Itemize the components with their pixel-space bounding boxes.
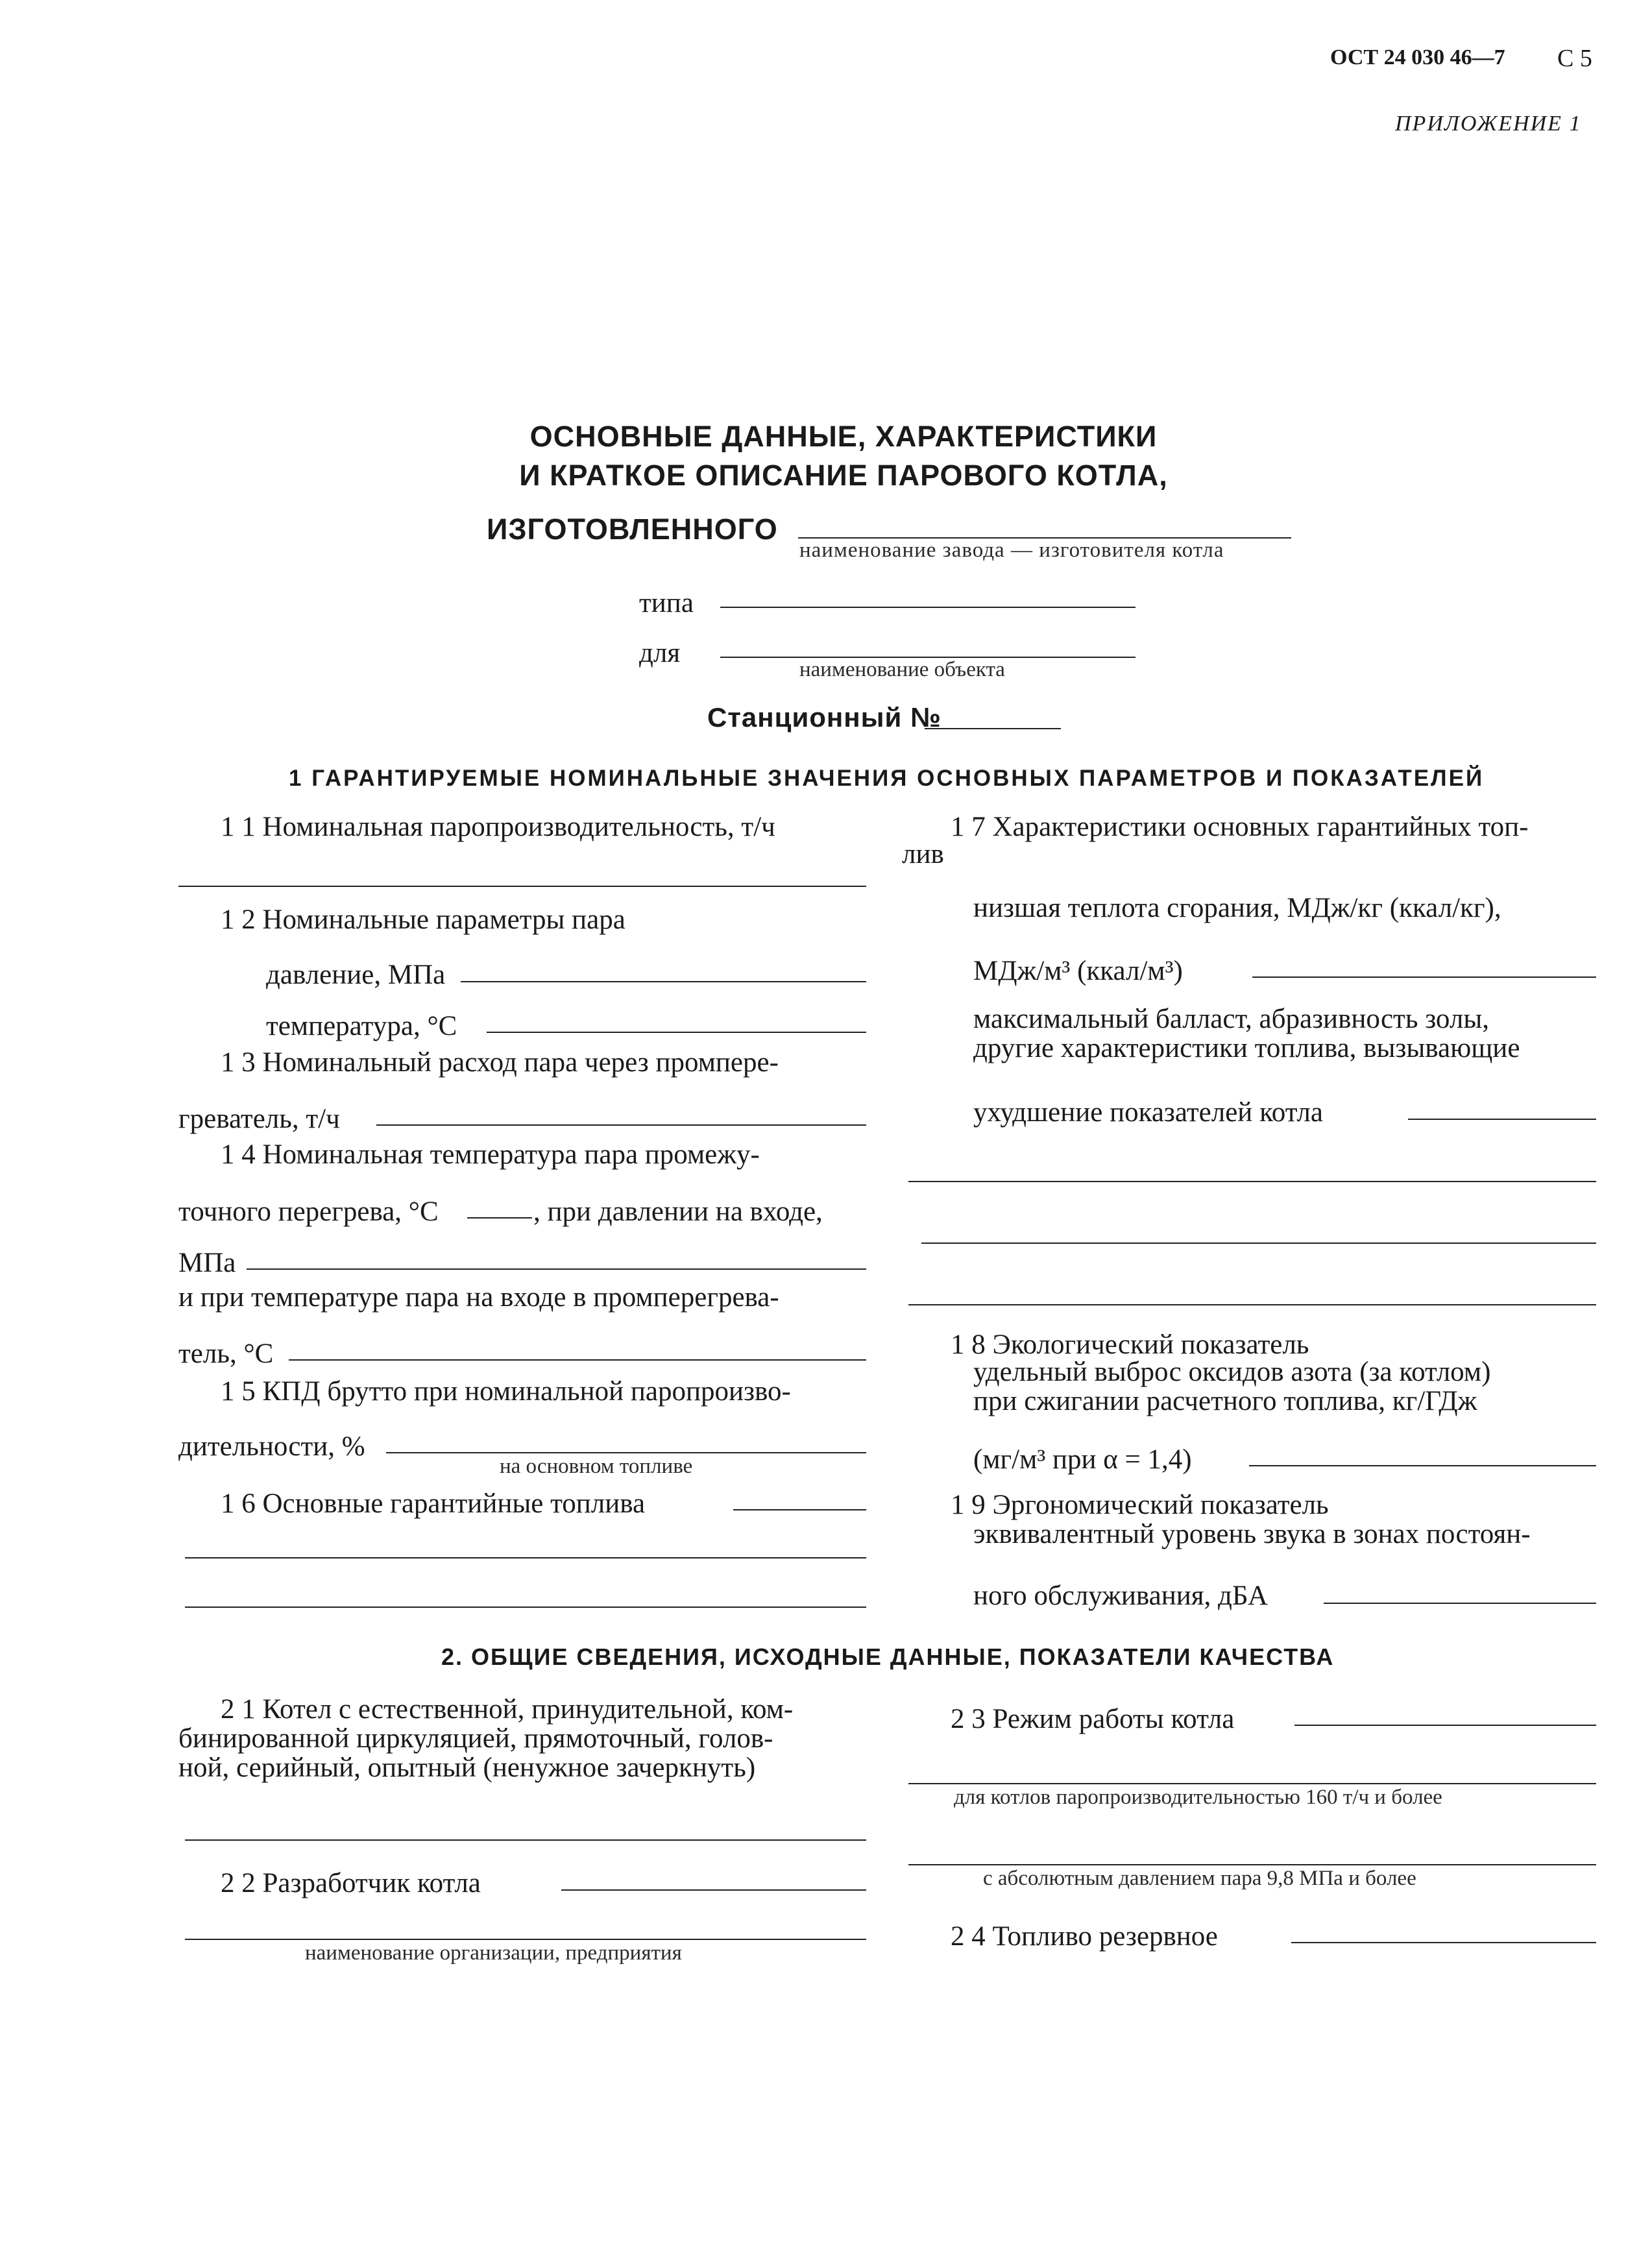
item-1-3-line2: греватель, т/ч bbox=[178, 1104, 340, 1134]
ballast-field[interactable] bbox=[1408, 1119, 1596, 1120]
item-1-6-line3[interactable] bbox=[185, 1606, 866, 1608]
item-1-1: 1 1 Номинальная паропроизводительность, т/ч bbox=[221, 812, 775, 842]
ballast-line4[interactable] bbox=[908, 1304, 1596, 1305]
item-1-4-line2b: , при давлении на входе, bbox=[533, 1196, 823, 1227]
heat-value-field[interactable] bbox=[1252, 976, 1596, 978]
item-1-8-line4: (мг/м³ при α = 1,4) bbox=[973, 1444, 1192, 1475]
item-1-7-ballast3: ухудшение показателей котла bbox=[973, 1097, 1323, 1128]
noise-level-field[interactable] bbox=[1324, 1603, 1596, 1604]
item-1-5-line2: дительности, % bbox=[178, 1431, 365, 1462]
item-1-4-line2a: точного перегрева, °С bbox=[178, 1196, 439, 1227]
item-2-1-line2: бинированной циркуляцией, прямоточный, голов- bbox=[178, 1723, 773, 1754]
item-2-1-line3: ной, серийный, опытный (ненужное зачеркнуть) bbox=[178, 1752, 756, 1783]
item-1-7-line2: лив bbox=[902, 839, 944, 869]
item-1-8-line2: удельный выброс оксидов азота (за котлом) bbox=[973, 1357, 1491, 1387]
item-2-1-line1: 2 1 Котел с естественной, принудительной, ком- bbox=[221, 1694, 794, 1725]
item-1-6: 1 6 Основные гарантийные топлива bbox=[221, 1488, 646, 1519]
developer-caption: наименование организации, предприятия bbox=[305, 1941, 682, 1965]
item-1-7-heat: низшая теплота сгорания, МДж/кг (ккал/кг), bbox=[973, 893, 1501, 923]
item-1-7-heat2: МДж/м³ (ккал/м³) bbox=[973, 956, 1183, 986]
for-label: для bbox=[639, 638, 681, 668]
item-1-9-line3: ного обслуживания, дБА bbox=[973, 1581, 1269, 1611]
item-1-6-line2[interactable] bbox=[185, 1557, 866, 1558]
station-number-label: Станционный № bbox=[707, 702, 941, 733]
item-1-4-line3: МПа bbox=[178, 1248, 236, 1278]
item-1-9-line2: эквивалентный уровень звука в зонах постоян- bbox=[973, 1519, 1531, 1549]
operating-mode-caption2: с абсолютным давлением пара 9,8 МПа и более bbox=[983, 1867, 1416, 1890]
efficiency-field[interactable] bbox=[386, 1452, 866, 1453]
appendix-label: ПРИЛОЖЕНИЕ 1 bbox=[1395, 112, 1582, 136]
item-2-3: 2 3 Режим работы котла bbox=[951, 1704, 1235, 1734]
type-label: типа bbox=[639, 588, 694, 618]
item-1-2-pressure: давление, МПа bbox=[266, 960, 446, 990]
item-1-8-line1: 1 8 Экологический показатель bbox=[951, 1329, 1309, 1360]
item-1-3-line1: 1 3 Номинальный расход пара через промпере- bbox=[221, 1047, 779, 1078]
station-number-field[interactable] bbox=[925, 728, 1061, 729]
item-1-9-line1: 1 9 Эргономический показатель bbox=[951, 1490, 1329, 1520]
item-1-6-field[interactable] bbox=[733, 1509, 866, 1510]
developer-field[interactable] bbox=[561, 1889, 866, 1891]
item-1-1-field[interactable] bbox=[178, 886, 866, 887]
item-1-2: 1 2 Номинальные параметры пара bbox=[221, 904, 626, 935]
item-1-3-field[interactable] bbox=[376, 1124, 866, 1126]
efficiency-caption: на основном топливе bbox=[500, 1455, 693, 1478]
item-1-4-line5: тель, °С bbox=[178, 1339, 274, 1369]
reserve-fuel-field[interactable] bbox=[1291, 1942, 1596, 1943]
item-1-5-line1: 1 5 КПД брутто при номинальной паропроизво- bbox=[221, 1376, 791, 1407]
item-2-1-field[interactable] bbox=[185, 1839, 866, 1841]
item-2-2: 2 2 Разработчик котла bbox=[221, 1868, 481, 1898]
item-1-7-ballast2: другие характеристики топлива, вызывающие bbox=[973, 1033, 1520, 1063]
section2-heading: 2. ОБЩИЕ СВЕДЕНИЯ, ИСХОДНЫЕ ДАННЫЕ, ПОКАЗАТЕЛИ КАЧЕСТВА bbox=[441, 1643, 1335, 1670]
section1-heading: 1 ГАРАНТИРУЕМЫЕ НОМИНАЛЬНЫЕ ЗНАЧЕНИЯ ОСНОВНЫХ ПАРАМЕТРОВ И ПОКАЗАТЕЛЕЙ bbox=[289, 766, 1485, 791]
ballast-line3[interactable] bbox=[921, 1243, 1596, 1244]
item-1-7-ballast1: максимальный балласт, абразивность золы, bbox=[973, 1004, 1489, 1034]
document-number: ОСТ 24 030 46—7 bbox=[1330, 45, 1505, 69]
item-2-4: 2 4 Топливо резервное bbox=[951, 1921, 1218, 1952]
temperature-field[interactable] bbox=[487, 1032, 866, 1033]
item-1-7-line1: 1 7 Характеристики основных гарантийных топ- bbox=[951, 812, 1529, 842]
pressure-field[interactable] bbox=[461, 981, 866, 982]
item-1-2-temperature: температура, °С bbox=[266, 1011, 457, 1041]
item-1-4-temp-inlet-field[interactable] bbox=[289, 1359, 866, 1361]
type-field[interactable] bbox=[720, 607, 1136, 608]
operating-mode-line3[interactable] bbox=[908, 1864, 1596, 1865]
item-1-4-line4: и при температуре пара на входе в промперегрева- bbox=[178, 1282, 779, 1313]
developer-line2[interactable] bbox=[185, 1939, 866, 1940]
page-title-line1: ОСНОВНЫЕ ДАННЫЕ, ХАРАКТЕРИСТИКИ bbox=[529, 420, 1158, 453]
manufacturer-caption: наименование завода — изготовителя котла bbox=[799, 539, 1224, 562]
operating-mode-caption1: для котлов паропроизводительностью 160 т/ч и более bbox=[954, 1786, 1442, 1809]
item-1-4-line1: 1 4 Номинальная температура пара промежу- bbox=[221, 1139, 760, 1170]
page-number: С 5 bbox=[1557, 45, 1592, 72]
object-caption: наименование объекта bbox=[799, 658, 1005, 681]
operating-mode-field[interactable] bbox=[1294, 1725, 1596, 1726]
item-1-4-temp-field[interactable] bbox=[467, 1217, 532, 1218]
item-1-4-pressure-field[interactable] bbox=[247, 1268, 866, 1270]
ballast-line2[interactable] bbox=[908, 1181, 1596, 1182]
operating-mode-line2[interactable] bbox=[908, 1783, 1596, 1784]
page-title-line2: И КРАТКОЕ ОПИСАНИЕ ПАРОВОГО КОТЛА, bbox=[519, 459, 1168, 492]
made-by-label: ИЗГОТОВЛЕННОГО bbox=[487, 513, 778, 546]
item-1-8-line3: при сжигании расчетного топлива, кг/ГДж bbox=[973, 1386, 1477, 1416]
nox-emission-field[interactable] bbox=[1249, 1465, 1596, 1466]
